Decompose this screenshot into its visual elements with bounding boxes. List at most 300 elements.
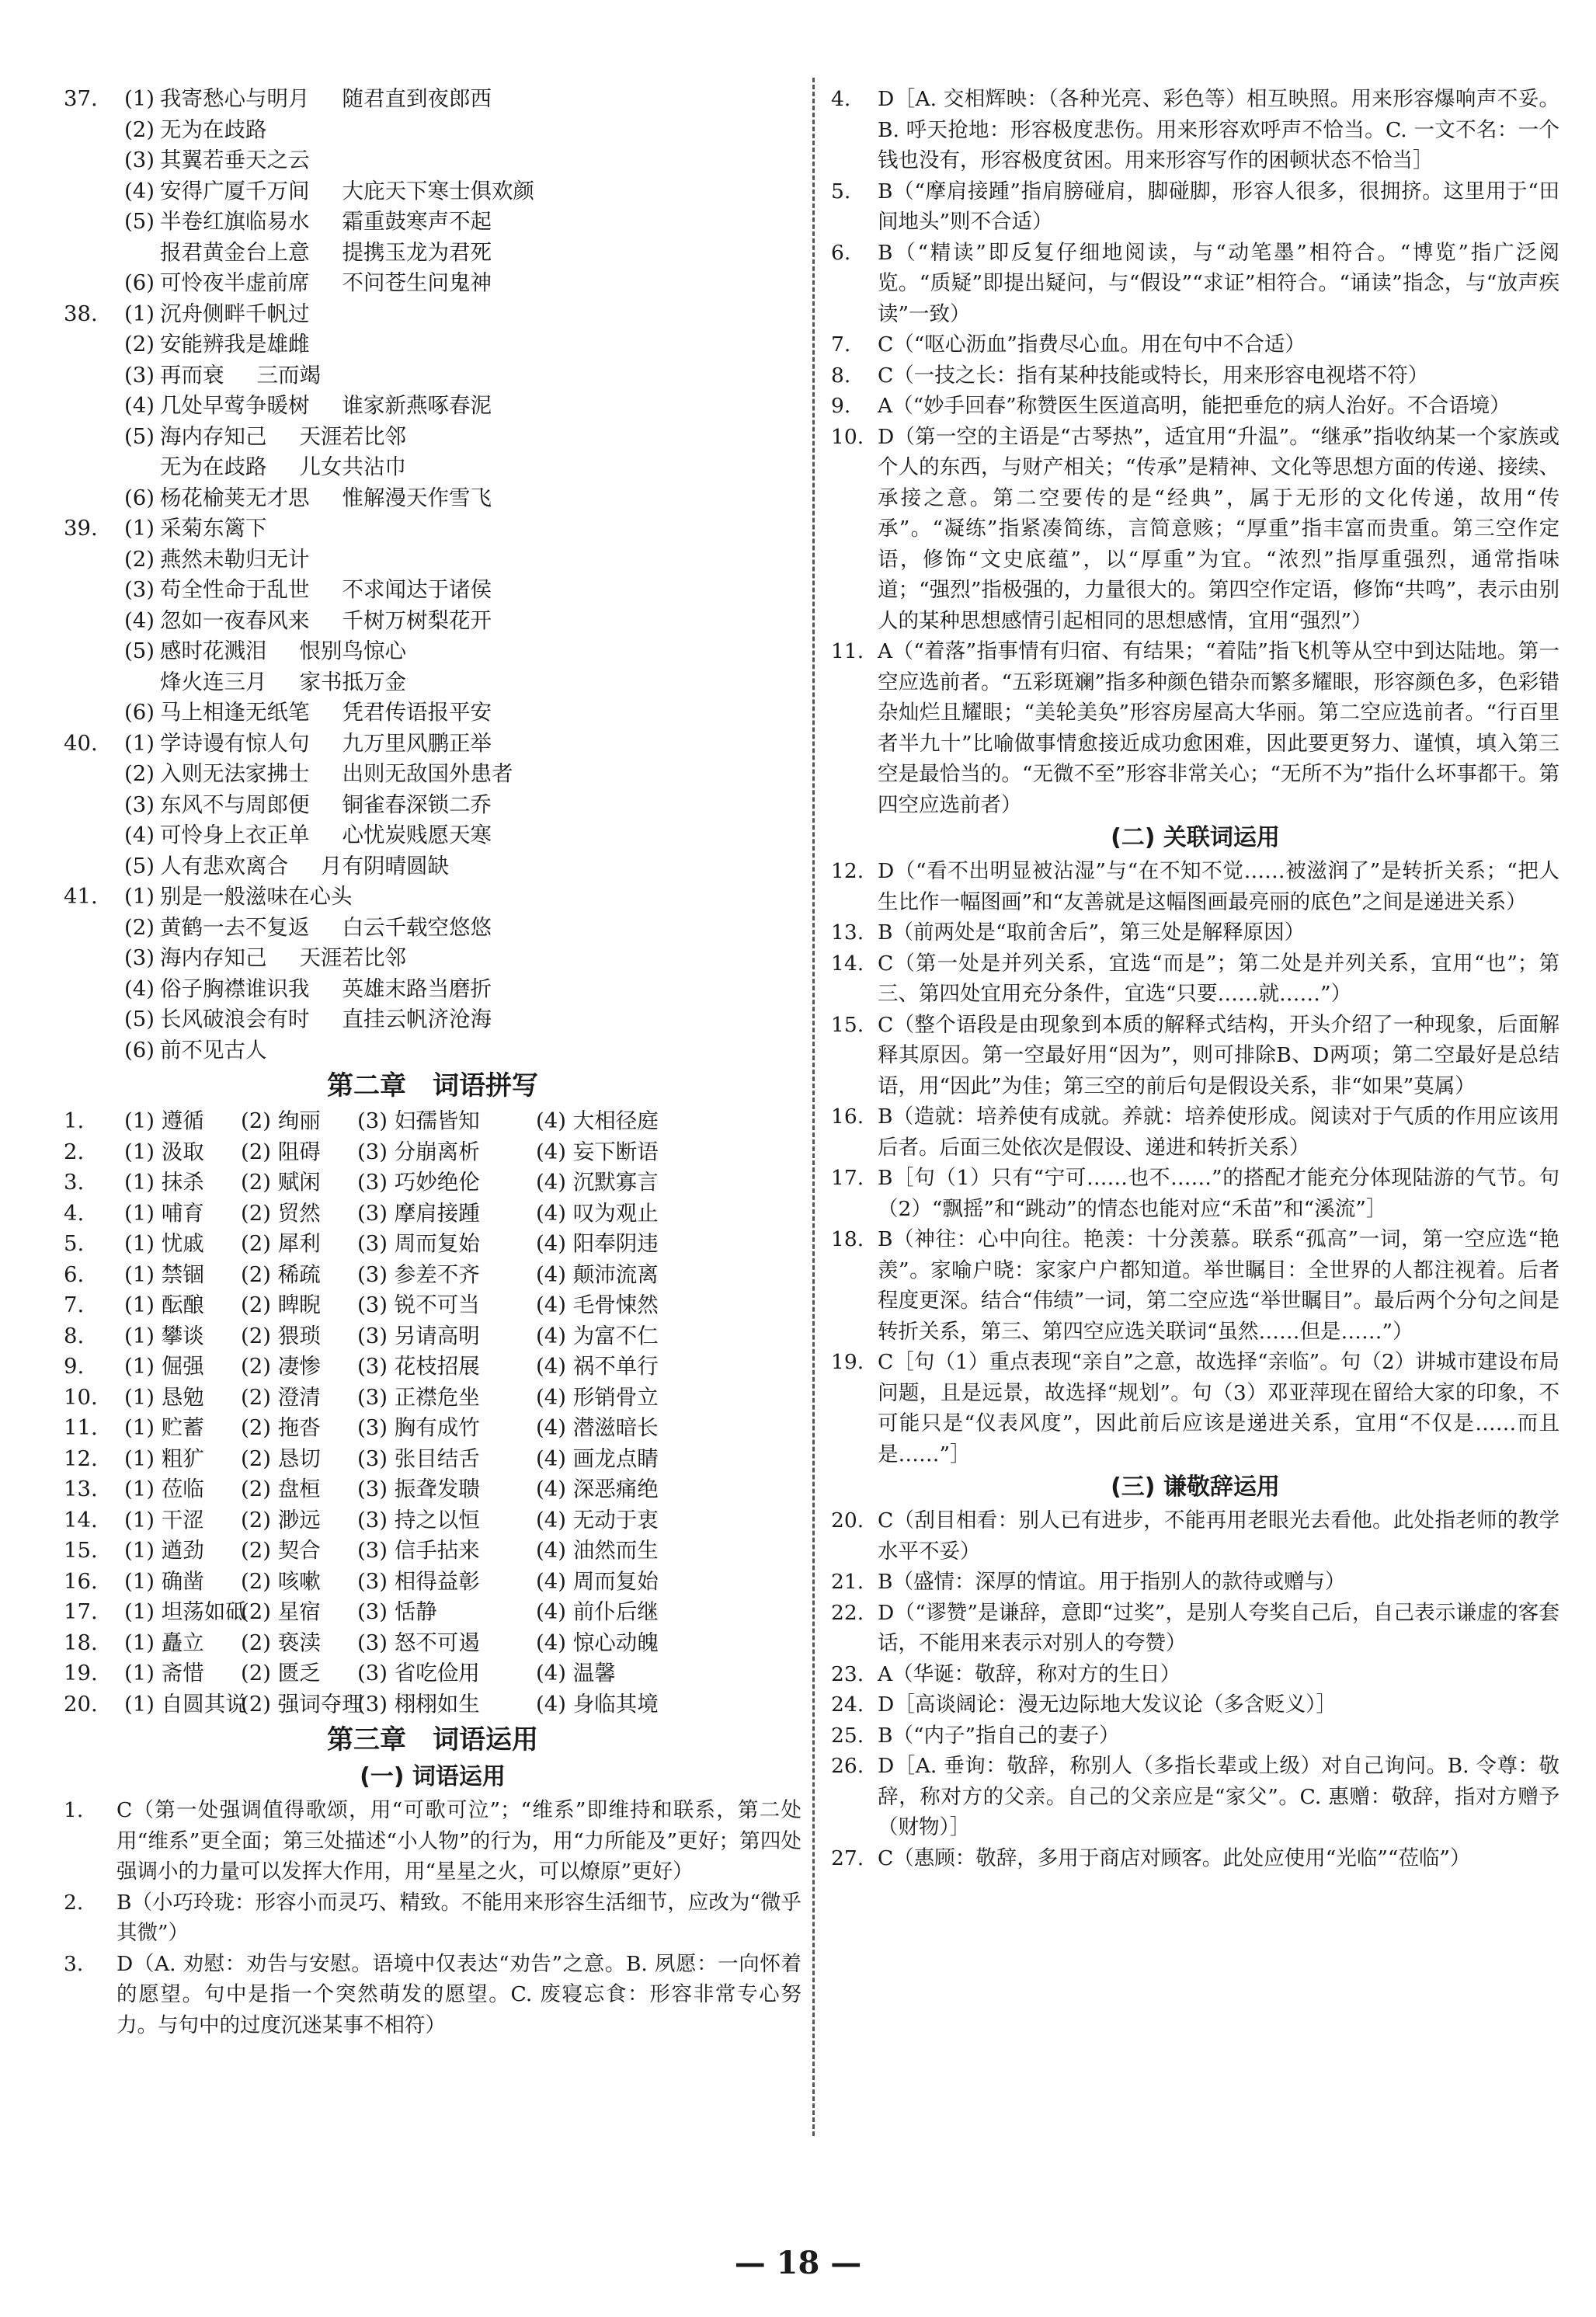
spelling-item: (1) 斋惜: [124, 1661, 204, 1686]
verse: 心忧炭贱愿天寒: [342, 823, 492, 847]
verse: 入则无法家拂士: [160, 761, 310, 786]
spelling-row: [64, 1536, 801, 1567]
verse: 人有悲欢离合: [160, 853, 288, 878]
spelling-item: (1) 汲取: [124, 1139, 204, 1164]
verse: 马上相逢无纸笔: [160, 700, 310, 725]
verse: 直挂云帆济沧海: [342, 1007, 492, 1032]
question-number: [64, 422, 124, 453]
answer-item: [831, 360, 1559, 391]
verse-pair: [160, 454, 406, 479]
spelling-items: [124, 1658, 801, 1689]
spelling-item: (4) 潜滋暗长: [536, 1415, 659, 1440]
spelling-row: [64, 1689, 801, 1720]
verse-pair: [160, 270, 492, 295]
part-key: (4): [124, 178, 155, 204]
answer-item: [831, 1163, 1559, 1224]
verse-pair: [160, 945, 406, 970]
verse: 黄鹤一去不复返: [160, 914, 310, 940]
poem-line: [64, 483, 801, 514]
answer-item: [831, 1101, 1559, 1163]
answer-number: 27.: [831, 1846, 864, 1870]
poem-line: [64, 238, 801, 269]
verse-pair: [160, 516, 300, 541]
spelling-row: [64, 1383, 801, 1414]
column-divider: [812, 78, 815, 2136]
verse: 采菊东篱下: [160, 516, 267, 541]
question-number: 37.: [64, 86, 98, 111]
spelling-item: (4) 沉默寡言: [536, 1170, 659, 1195]
answer-item: [831, 1720, 1559, 1752]
question-number: [64, 452, 124, 483]
poem-line: [64, 759, 801, 790]
verse: 忽如一夜春风来: [160, 607, 310, 633]
part-key: (5): [124, 853, 155, 878]
answer-number: 5.: [831, 179, 851, 204]
answer-text: B（造就：培养使有成就。养就：培养使形成。阅读对于气质的作用应该用后者。后面三处依次是假设、递进和转折关系）: [878, 1105, 1559, 1160]
verse: 惟解漫天作雪飞: [342, 485, 492, 510]
part-key: (6): [124, 1037, 155, 1063]
part-key: (6): [124, 485, 155, 510]
question-number: 16.: [64, 1568, 98, 1594]
verse: 铜雀春深锁二乔: [342, 791, 492, 817]
spelling-row: [64, 1321, 801, 1352]
poem-text: [124, 452, 801, 483]
spelling-item: (3) 分崩离析: [357, 1139, 480, 1164]
spelling-row: [64, 1444, 801, 1475]
verse-pair: [160, 761, 513, 786]
answer-number: 17.: [831, 1166, 864, 1190]
verse: 前不见古人: [160, 1037, 267, 1063]
spelling-item: (1) 酝酿: [124, 1292, 204, 1317]
question-number: [64, 483, 124, 514]
answer-number: 11.: [831, 639, 864, 663]
question-number: 17.: [64, 1599, 98, 1624]
answer-item: [831, 1598, 1559, 1659]
answer-number: 3.: [64, 1951, 84, 1976]
answer-text: D（“谬赞”是谦辞，意即“过奖”，是别人夸奖自己后，自己表示谦虚的客套话，不能用来表示对别人的夸赞）: [878, 1600, 1559, 1655]
question-number: 9.: [64, 1354, 85, 1379]
poem-line: [64, 974, 801, 1005]
spelling-items: [124, 1444, 801, 1475]
verse-pair: [160, 485, 492, 510]
answer-text: B（“精读”即反复仔细地阅读，与“动笔墨”相符合。“博览”指广泛阅览。“质疑”即提出疑问，与“假设”“求证”相符合。“诵读”指念，与“放声疾读”一致）: [878, 240, 1559, 326]
verse-pair: [160, 547, 342, 572]
part-key: (4): [124, 393, 155, 418]
poem-line: [64, 422, 801, 453]
poem-text: [124, 851, 801, 882]
spelling-item: (4) 深恶痛绝: [536, 1477, 659, 1501]
question-number: 15.: [64, 1538, 98, 1563]
poem-text: [124, 360, 801, 391]
verse: 沉舟侧畔千帆过: [160, 301, 310, 326]
poem-text: [124, 667, 801, 698]
spelling-item: (4) 前仆后继: [536, 1599, 659, 1624]
verse: 俗子胸襟谁识我: [160, 976, 310, 1001]
answer-text: C［句（1）重点表现“亲自”之意，故选择“亲临”。句（2）讲城市建设布局问题，且是远景，故选择“规划”。句（3）邓亚萍现在留给大家的印象，不可能只是“仪表风度”，因此前后应该是递进关系，宜用“不仅是……而且是……”］: [878, 1350, 1559, 1466]
verse: 安能辨我是雄雌: [160, 332, 310, 357]
poem-text: [124, 790, 801, 821]
spelling-item: (3) 花枝招展: [357, 1354, 480, 1379]
answer-number: 16.: [831, 1105, 864, 1129]
poem-line: [64, 1004, 801, 1035]
verse-pair: [160, 301, 342, 326]
answer-number: 20.: [831, 1508, 864, 1532]
chapter-3-title: 第三章 词语运用: [327, 1724, 538, 1755]
poem-line: [64, 329, 801, 360]
question-number: 7.: [64, 1292, 85, 1317]
answer-number: 14.: [831, 951, 864, 976]
part-key: (5): [124, 1007, 155, 1032]
answer-text: A（“妙手回春”称赞医生医道高明，能把垂危的病人治好。不合语境）: [878, 394, 1511, 418]
verse: 九万里风鹏正举: [342, 730, 492, 756]
answer-item: [831, 1347, 1559, 1470]
question-number: 11.: [64, 1415, 98, 1440]
part-key: (5): [124, 423, 155, 449]
verse: 几处早莺争暖树: [160, 393, 310, 418]
part-key: (1): [124, 884, 155, 909]
answer-number: 1.: [64, 1798, 84, 1822]
spelling-item: (4) 身临其境: [536, 1691, 659, 1717]
verse: 天涯若比邻: [299, 945, 406, 970]
answer-number: 12.: [831, 859, 864, 883]
spelling-item: (3) 信手拈来: [357, 1538, 480, 1563]
poem-text: [124, 544, 801, 576]
answer-text: B（“内子”指自己的妻子）: [878, 1723, 1120, 1748]
spelling-item: (2) 星宿: [241, 1599, 321, 1624]
spelling-item: (2) 匮乏: [241, 1661, 321, 1686]
spelling-item: (3) 参差不齐: [357, 1261, 480, 1287]
spelling-item: (3) 胸有成竹: [357, 1415, 480, 1440]
verse: 学诗谩有惊人句: [160, 730, 310, 756]
answer-number: 6.: [831, 240, 851, 265]
spelling-item: (2) 亵渎: [241, 1630, 321, 1655]
question-number: [64, 759, 124, 790]
answer-item: [831, 948, 1559, 1010]
spelling-item: (1) 矗立: [124, 1630, 204, 1655]
answer-item: [831, 1689, 1559, 1720]
question-number: 8.: [64, 1323, 85, 1348]
spelling-item: (4) 画龙点睛: [536, 1446, 659, 1471]
spelling-items: [124, 1290, 801, 1321]
poem-line: [64, 544, 801, 576]
question-number: 10.: [64, 1384, 98, 1410]
answer-text: C（“呕心沥血”指费尽心血。用在句中不合适）: [878, 332, 1306, 357]
verse-pair: [160, 577, 492, 602]
spelling-item: (3) 恬静: [357, 1599, 437, 1624]
spelling-item: (1) 坦荡如砥: [124, 1599, 247, 1624]
spelling-item: (1) 莅临: [124, 1477, 204, 1501]
spelling-items: [124, 1106, 801, 1137]
spelling-item: (1) 粗犷: [124, 1446, 204, 1471]
verse: 谁家新燕啄春泥: [342, 393, 492, 418]
spelling-items: [124, 1229, 801, 1260]
verse: 随君直到夜郎西: [342, 86, 492, 111]
question-number: [64, 698, 124, 729]
spelling-item: (3) 巧妙绝伦: [357, 1170, 480, 1195]
verse-pair: [160, 393, 492, 418]
part-key: (1): [124, 86, 155, 111]
spelling-item: (4) 形销骨立: [536, 1384, 659, 1410]
spelling-item: (2) 渺远: [241, 1507, 321, 1532]
answer-text: D（“看不出明显被沾湿”与“在不知不觉……被滋润了”是转折关系；“把人生比作一幅图画”和“友善就是这幅图画最亮丽的底色”之间是递进关系）: [878, 859, 1559, 914]
spelling-item: (3) 另请高明: [357, 1323, 480, 1348]
answer-text: B（“摩肩接踵”指肩膀碰肩，脚碰脚，形容人很多，很拥挤。这里用于“田间地头”则不合适）: [878, 179, 1559, 234]
answer-text: D［A. 交相辉映：（各种光亮、彩色等）相互映照。用来形容爆响声不妥。B. 呼天抢地：形容极度悲伤。用来形容欢呼声不恰当。C. 一文不名：一个钱也没有，形容极度贫困。用来形容写作的困顿状态不恰当］: [878, 87, 1559, 172]
answer-item: [831, 1505, 1559, 1567]
answer-item: [64, 1795, 801, 1887]
spelling-item: (3) 省吃俭用: [357, 1661, 480, 1686]
spelling-item: (4) 阳奉阴违: [536, 1231, 659, 1256]
spelling-item: (3) 振聋发聩: [357, 1477, 480, 1501]
poem-text: [124, 207, 801, 238]
spelling-item: (2) 绚丽: [241, 1108, 321, 1133]
answer-item: [831, 917, 1559, 948]
poem-text: [124, 729, 801, 760]
spelling-row: [64, 1199, 801, 1230]
poem-text: [124, 422, 801, 453]
part-key: (3): [124, 791, 155, 817]
question-number: 14.: [64, 1507, 98, 1532]
question-number: [64, 636, 124, 667]
poem-text: [124, 483, 801, 514]
spelling-items: [124, 1505, 801, 1536]
poem-line: [64, 636, 801, 667]
verse: 可怜身上衣正单: [160, 823, 310, 847]
question-number: 3.: [64, 1170, 85, 1195]
spelling-item: (1) 恳勉: [124, 1384, 204, 1410]
spelling-item: (2) 咳嗽: [241, 1568, 321, 1594]
spelling-items: [124, 1597, 801, 1628]
spelling-item: (2) 阻碍: [241, 1139, 321, 1164]
answer-number: 25.: [831, 1723, 864, 1748]
poem-text: [124, 268, 801, 299]
answer-number: 8.: [831, 363, 851, 388]
answer-text: C（一技之长：指有某种技能或特长，用来形容电视塔不符）: [878, 363, 1429, 388]
answer-number: 10.: [831, 424, 864, 449]
part-key: (2): [124, 546, 155, 572]
answer-number: 21.: [831, 1570, 864, 1594]
section-3-title: (三) 谦敬辞运用: [1111, 1473, 1280, 1501]
question-number: 41.: [64, 884, 98, 909]
spelling-row: [64, 1229, 801, 1260]
spelling-item: (1) 遒劲: [124, 1538, 204, 1563]
question-number: 5.: [64, 1231, 85, 1256]
answer-number: 2.: [64, 1890, 84, 1915]
spelling-item: (1) 攀谈: [124, 1323, 204, 1348]
answer-text: B（小巧玲珑：形容小而灵巧、精致。不能用来形容生活细节，应改为“微乎其微”）: [116, 1890, 801, 1945]
spelling-row: [64, 1167, 801, 1199]
part-key: (3): [124, 148, 155, 172]
part-key: (3): [124, 577, 155, 602]
verse-pair: [160, 700, 492, 725]
answer-text: B（盛情：深厚的情谊。用于指别人的款待或赠与）: [878, 1570, 1346, 1594]
verse-pair: [160, 424, 406, 449]
spelling-row: [64, 1597, 801, 1628]
answer-number: 9.: [831, 394, 851, 418]
spelling-item: (4) 为富不仁: [536, 1323, 659, 1348]
question-number: [64, 268, 124, 299]
spelling-row: [64, 1137, 801, 1168]
answer-text: D［A. 垂询：敬辞，称别人（多指长辈或上级）对自己询问。B. 令尊：敬辞，称对方的父亲。自己的父亲应是“家父”。C. 惠赠：敬辞，指对方赠予（财物）］: [878, 1754, 1559, 1839]
answer-text: C（惠顾：敬辞，多用于商店对顾客。此处应使用“光临”“莅临”）: [878, 1846, 1471, 1870]
verse: 无为在歧路: [160, 454, 267, 479]
spelling-item: (1) 哺育: [124, 1200, 204, 1226]
part-key: (1): [124, 301, 155, 326]
poem-line: [64, 176, 801, 207]
question-number: 18.: [64, 1630, 98, 1655]
question-number: [64, 207, 124, 238]
spelling-item: (3) 栩栩如生: [357, 1691, 480, 1717]
answer-item: [831, 84, 1559, 176]
spelling-row: [64, 1106, 801, 1137]
poem-line: [64, 268, 801, 299]
poem-line: [64, 84, 801, 115]
spelling-row: [64, 1474, 801, 1505]
part-key: (4): [124, 823, 155, 847]
verse-pair: [160, 608, 492, 633]
spelling-item: (4) 惊心动魄: [536, 1630, 659, 1655]
answer-item: [831, 1010, 1559, 1102]
poem-text: [124, 698, 801, 729]
question-number: [64, 391, 124, 422]
spelling-item: (3) 摩肩接踵: [357, 1200, 480, 1226]
poem-text: [124, 974, 801, 1005]
poem-text: [124, 329, 801, 360]
poem-text: [124, 943, 801, 974]
verse-pair: [160, 1007, 492, 1032]
answer-text: B［句（1）只有“宁可……也不……”的搭配才能充分体现陆游的气节。句（2）“飘摇”和“跳动”的情态也能对应“禾苗”和“溪流”］: [878, 1166, 1559, 1221]
answer-number: 18.: [831, 1227, 864, 1251]
spelling-item: (3) 持之以恒: [357, 1507, 480, 1532]
conjunction-answers: [831, 856, 1559, 1470]
poem-line: [64, 820, 801, 851]
question-number: 4.: [64, 1200, 85, 1226]
answer-number: 19.: [831, 1350, 864, 1374]
verse: 长风破浪会有时: [160, 1007, 310, 1032]
part-key: (5): [124, 638, 155, 663]
spelling-items: [124, 1413, 801, 1444]
answer-text: A（华诞：敬辞，称对方的生日）: [878, 1661, 1181, 1686]
poem-line: [64, 667, 801, 698]
question-number: 13.: [64, 1477, 98, 1501]
spelling-item: (2) 澄清: [241, 1384, 321, 1410]
poem-answers: [64, 84, 801, 1066]
answer-text: D（第一空的主语是“古琴热”，适宜用“升温”。“继承”指收纳某一个家族或个人的东西，与财产相关；“传承”是精神、文化等思想方面的传递、接续、承接之意。第二空要传的是“经典”，属于无形的文化传递，故用“传承”。“凝练”指紧凑简练，言简意赅；“厚重”指丰富而贵重。第三空作定语，修饰“文史底蕴”，以“厚重”为宜。“浓烈”指厚重强烈，通常指味道；“强烈”指极强的，力量很大的。第四空作定语，修饰“共鸣”，表示由别人的某种思想感情引起相同的思想感情，宜用“强烈”）: [878, 424, 1559, 633]
word-usage-answers: [64, 1795, 801, 2040]
verse: 凭君传语报平安: [342, 700, 492, 725]
verse: 我寄愁心与明月: [160, 86, 310, 111]
verse-pair: [160, 148, 342, 172]
question-number: [64, 115, 124, 146]
spelling-item: (1) 确凿: [124, 1568, 204, 1594]
poem-text: [124, 636, 801, 667]
poem-line: [64, 452, 801, 483]
answer-item: [831, 422, 1559, 637]
right-column: [831, 84, 1559, 1873]
question-number: [64, 606, 124, 637]
poem-line: [64, 299, 801, 330]
question-number: [64, 176, 124, 207]
spelling-item: (1) 自圆其说: [124, 1691, 247, 1717]
answer-text: A（“着落”指事情有归宿、有结果；“着陆”指飞机等从空中到达陆地。第一空应选前者。“五彩斑斓”指多种颜色错杂而繁多耀眼，形容颜色多，色彩错杂灿烂且耀眼；“美轮美奂”形容房屋高大华丽。第二空应选前者。“行百里者半九十”比喻做事情愈接近成功愈困难，因此要更努力、谨慎，填入第三空是最恰当的。“无微不至”形容非常关心；“无所不为”指什么坏事都干。第四空应选前者）: [878, 639, 1559, 817]
poem-line: [64, 207, 801, 238]
spelling-item: (4) 妄下断语: [536, 1139, 659, 1164]
verse: 别是一般滋味在心头: [160, 884, 353, 909]
question-number: 39.: [64, 516, 98, 541]
verse-pair: [160, 638, 406, 663]
verse-pair: [160, 1038, 300, 1063]
word-usage-answers-cont: [831, 84, 1559, 820]
page-number: — 18 —: [734, 2245, 862, 2281]
poem-line: [64, 698, 801, 729]
verse-pair: [160, 86, 492, 111]
spelling-items: [124, 1383, 801, 1414]
question-number: 38.: [64, 301, 98, 326]
spelling-item: (1) 贮蓄: [124, 1415, 204, 1440]
answer-number: 7.: [831, 332, 851, 357]
part-key: (5): [124, 209, 155, 234]
verse-pair: [160, 670, 406, 694]
verse: 烽火连三月: [160, 669, 267, 694]
question-number: [64, 145, 124, 176]
verse: 家书抵万金: [299, 669, 406, 694]
part-key: (4): [124, 607, 155, 633]
verse: 半卷红旗临易水: [160, 209, 310, 234]
spelling-item: (4) 无动于衷: [536, 1507, 659, 1532]
verse: 霜重鼓寒声不起: [342, 209, 492, 234]
spelling-row: [64, 1352, 801, 1383]
answer-item: [831, 1659, 1559, 1690]
part-key: (4): [124, 976, 155, 1001]
section-2-title: (二) 关联词运用: [1111, 824, 1280, 851]
poem-text: [124, 820, 801, 851]
question-number: [64, 238, 124, 269]
spelling-item: (4) 叹为观止: [536, 1200, 659, 1226]
poem-line: [64, 729, 801, 760]
poem-line: [64, 1035, 801, 1066]
spelling-item: (4) 祸不单行: [536, 1354, 659, 1379]
spelling-row: [64, 1260, 801, 1291]
spelling-item: (1) 干涩: [124, 1507, 204, 1532]
spelling-items: [124, 1137, 801, 1168]
answer-text: C（第一处强调值得歌颂，用“可歌可泣”；“维系”即维持和联系，第二处用“维系”更全面；第三处描述“小人物”的行为，用“力所能及”更好；第四处强调小的力量可以发挥大作用，用“星星之火，可以燎原”更好）: [116, 1798, 801, 1884]
verse-pair: [160, 915, 492, 940]
poem-line: [64, 606, 801, 637]
answer-text: B（神往：心中向往。艳羡：十分羡慕。联系“孤高”一词，第一空应选“艳羡”。家喻户晓：家家户户都知道。举世瞩目：全世界的人都注视着。后者程度更深。结合“伟绩”一词，第二空应选“举世瞩目”。最后两个分句之间是转折关系，第三、第四空应选关联词“虽然……但是……”）: [878, 1227, 1559, 1344]
answer-item: [831, 1567, 1559, 1598]
answer-text: D（A. 劝慰：劝告与安慰。语境中仅表达“劝告”之意。B. 夙愿：一向怀着的愿望。句中是指一个突然萌发的愿望。C. 废寝忘食：形容非常专心努力。与句中的过度沉迷某事不相符）: [116, 1951, 801, 2037]
poem-line: [64, 513, 801, 544]
spelling-item: (2) 犀利: [241, 1231, 321, 1256]
verse: 海内存知己: [160, 945, 267, 970]
answer-item: [831, 636, 1559, 820]
answer-item: [831, 856, 1559, 917]
question-number: [64, 943, 124, 974]
spelling-items: [124, 1199, 801, 1230]
poem-line: [64, 145, 801, 176]
poem-line: [64, 115, 801, 146]
spelling-item: (4) 周而复始: [536, 1568, 659, 1594]
poem-text: [124, 1004, 801, 1035]
answer-number: 15.: [831, 1012, 864, 1037]
question-number: [64, 820, 124, 851]
question-number: [64, 1004, 124, 1035]
verse: 再而衰: [160, 362, 224, 388]
answer-number: 26.: [831, 1754, 864, 1778]
poem-line: [64, 575, 801, 606]
question-number: 1.: [64, 1108, 85, 1133]
spelling-row: [64, 1505, 801, 1536]
